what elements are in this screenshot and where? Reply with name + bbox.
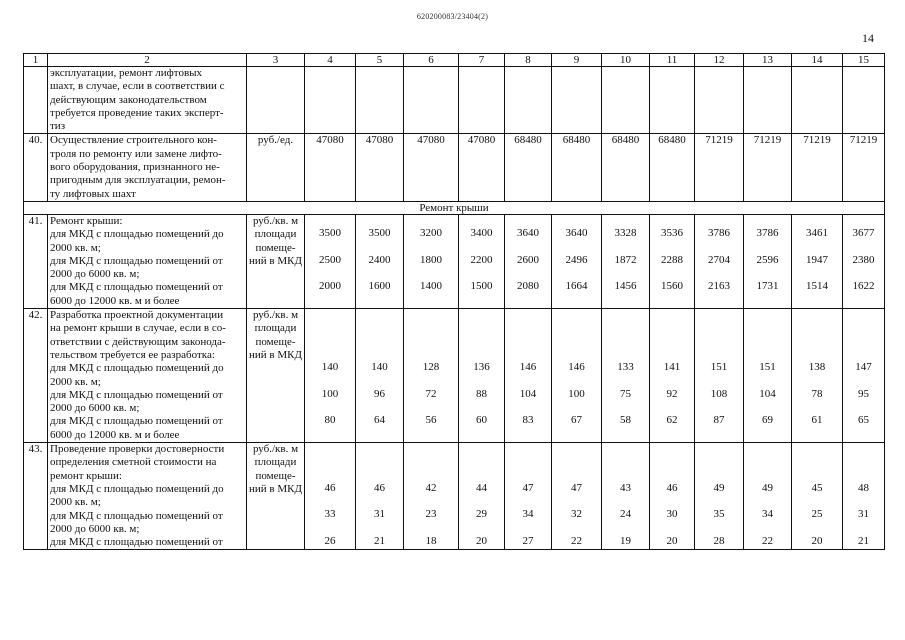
table-row-43 (24, 443, 885, 550)
value: 87 (713, 414, 725, 427)
cell-line: площади (254, 322, 297, 335)
value-cell (602, 309, 650, 443)
value: 100 (321, 387, 339, 400)
value: 1514 (806, 280, 828, 293)
value-cell (404, 309, 459, 443)
row-number: 43. (24, 443, 48, 550)
cell-line: действующим законодательством (50, 93, 207, 106)
value: 1400 (420, 280, 442, 293)
value: 151 (759, 360, 776, 373)
value: 61 (811, 414, 823, 427)
cell-line: вого оборудования, признанного не- (50, 161, 220, 174)
value: 88 (476, 387, 487, 400)
value: 56 (425, 414, 437, 427)
cell-line: ний в МКД (249, 254, 302, 267)
cell-line: на ремонт крыши в случае, если в со- (50, 322, 226, 335)
table-row-41 (24, 214, 885, 308)
cell-line: Ремонт крыши: (50, 214, 123, 227)
value-cell (356, 443, 404, 550)
value: 133 (617, 360, 634, 373)
value: 1664 (565, 280, 588, 293)
cell-line: ний в МКД (249, 348, 302, 361)
value-cell: 68480 (552, 134, 602, 201)
cell-line: тиз (50, 120, 66, 133)
value: 69 (762, 414, 773, 427)
value: 83 (522, 414, 534, 427)
value-cell (695, 214, 744, 308)
value: 92 (666, 387, 678, 400)
cell-line: руб./кв. м (252, 214, 299, 227)
unit-cell (247, 309, 305, 443)
value: 20 (666, 534, 678, 547)
value: 2496 (565, 253, 588, 266)
value: 3640 (517, 226, 539, 239)
value: 47 (522, 481, 534, 494)
value: 22 (571, 534, 582, 547)
value-cell (356, 214, 404, 308)
value: 35 (713, 508, 725, 521)
value: 2200 (470, 253, 493, 266)
cell-line: шахт, в случае, если в соответствии с (50, 80, 225, 93)
cell-line: 6000 до 12000 кв. м и более (50, 294, 180, 307)
value: 28 (713, 534, 725, 547)
value: 146 (568, 360, 585, 373)
value-cell (744, 309, 792, 443)
section-header-roof (24, 201, 885, 214)
value: 1947 (806, 253, 828, 266)
value: 46 (666, 481, 678, 494)
value: 47 (571, 481, 582, 494)
value: 2288 (661, 253, 683, 266)
value: 27 (522, 534, 534, 547)
unit-cell: руб./ед. (247, 134, 305, 201)
value-cell (459, 214, 505, 308)
cell-line: для МКД с площадью помещений до (50, 228, 224, 241)
value: 29 (476, 508, 487, 521)
value: 49 (713, 481, 725, 494)
value-cell (744, 214, 792, 308)
value: 30 (666, 508, 678, 521)
document-id: 620200083/23404(2) (416, 12, 489, 21)
column-number: 6 (404, 54, 459, 67)
cell-line: 2000 кв. м; (50, 241, 101, 254)
value-cell (459, 309, 505, 443)
page-number: 14 (862, 31, 874, 45)
column-number: 7 (459, 54, 505, 67)
value: 146 (519, 360, 537, 373)
value-cell: 68480 (602, 134, 650, 201)
value: 21 (858, 534, 869, 547)
value: 141 (663, 360, 681, 373)
value: 44 (476, 481, 487, 494)
value: 3677 (852, 226, 875, 239)
value: 138 (808, 360, 826, 373)
value: 2080 (517, 280, 539, 293)
value: 78 (811, 387, 823, 400)
cell-line: ту лифтовых шахт (50, 187, 136, 200)
row-description (48, 309, 247, 443)
value: 2400 (368, 253, 391, 266)
value-cell (552, 214, 602, 308)
value-cell (744, 443, 792, 550)
value-cell (552, 443, 602, 550)
value: 80 (324, 414, 336, 427)
section-title: Ремонт крыши (24, 201, 885, 214)
value-cell (505, 214, 552, 308)
tariff-table (23, 53, 885, 550)
cell-line: помеще- (255, 335, 296, 348)
value-cell: 47080 (305, 134, 356, 201)
column-number-header (24, 54, 885, 67)
value-cell: 47080 (404, 134, 459, 201)
value: 46 (324, 481, 336, 494)
cell-line: определения сметной стоимости на (50, 456, 217, 469)
value: 25 (811, 508, 823, 521)
unit-cell (247, 443, 305, 550)
value: 64 (374, 414, 385, 427)
value: 3640 (565, 226, 588, 239)
empty-cell (505, 67, 552, 134)
column-number: 10 (602, 54, 650, 67)
cell-line: 6000 до 12000 кв. м и более (50, 428, 180, 441)
value: 49 (762, 481, 773, 494)
value: 34 (762, 508, 773, 521)
value: 3500 (368, 226, 391, 239)
value: 65 (858, 414, 869, 427)
column-number: 8 (505, 54, 552, 67)
value: 1500 (470, 280, 493, 293)
value: 147 (855, 360, 872, 373)
value-cell: 68480 (505, 134, 552, 201)
value: 2380 (852, 253, 875, 266)
empty-cell (695, 67, 744, 134)
empty-cell (459, 67, 505, 134)
empty-cell (356, 67, 404, 134)
row-description (48, 214, 247, 308)
value: 31 (858, 508, 869, 521)
value: 19 (620, 534, 631, 547)
value: 75 (620, 387, 631, 400)
cell-line: 2000 до 6000 кв. м; (50, 402, 140, 415)
value: 1560 (661, 280, 683, 293)
cell-line: Проведение проверки достоверности (50, 443, 225, 456)
cell-line: ний в МКД (249, 482, 302, 495)
cell-line: Разработка проектной документации (50, 309, 224, 322)
value: 22 (762, 534, 773, 547)
value: 2000 (319, 280, 341, 293)
value: 1731 (756, 280, 779, 293)
empty-cell (305, 67, 356, 134)
value: 108 (710, 387, 728, 400)
column-number: 14 (792, 54, 843, 67)
value: 43 (620, 481, 631, 494)
cell-line: для МКД с площадью помещений от (50, 388, 223, 401)
column-number: 3 (247, 54, 305, 67)
cell-line: для МКД с площадью помещений от (50, 254, 223, 267)
column-number: 5 (356, 54, 404, 67)
unit-cell (247, 214, 305, 308)
value: 23 (425, 508, 437, 521)
value-cell (695, 309, 744, 443)
cell-line: руб./кв. м (252, 309, 299, 322)
cell-line: 2000 кв. м; (50, 375, 101, 388)
value: 42 (425, 481, 437, 494)
empty-cell (650, 67, 695, 134)
cell-line: площади (254, 228, 297, 241)
value: 32 (571, 508, 582, 521)
value: 34 (522, 508, 534, 521)
empty-cell (602, 67, 650, 134)
value-cell (843, 443, 885, 550)
value: 3400 (470, 226, 493, 239)
value: 136 (473, 360, 490, 373)
value: 48 (858, 481, 869, 494)
value-cell (356, 309, 404, 443)
value: 3328 (614, 226, 637, 239)
value-cell (650, 443, 695, 550)
value: 1622 (852, 280, 875, 293)
value: 140 (371, 360, 388, 373)
value-cell: 47080 (356, 134, 404, 201)
row-number: 42. (24, 309, 48, 443)
cell-line: пригодным для эксплуатации, ремон- (50, 174, 226, 187)
value-cell: 47080 (459, 134, 505, 201)
cell-line: для МКД с площадью помещений от (50, 509, 223, 522)
value: 104 (519, 387, 537, 400)
value: 20 (476, 534, 487, 547)
value: 3536 (661, 226, 683, 239)
value: 3500 (319, 226, 341, 239)
cell-line: требуется проведение таких эксперт- (50, 106, 224, 119)
value: 20 (811, 534, 823, 547)
cell-line: для МКД с площадью помещений до (50, 362, 224, 375)
value: 2596 (756, 253, 779, 266)
value: 1600 (368, 280, 391, 293)
value: 26 (324, 534, 336, 547)
row-description (48, 67, 247, 134)
cell-line: Осуществление строительного кон- (50, 134, 217, 147)
table-row-40 (24, 134, 885, 201)
value-cell (505, 443, 552, 550)
value-cell: 71219 (792, 134, 843, 201)
value: 128 (422, 360, 440, 373)
value-cell: 68480 (650, 134, 695, 201)
value: 58 (620, 414, 631, 427)
value: 18 (425, 534, 437, 547)
cell-line: троля по ремонту или замене лифто- (50, 147, 222, 160)
column-number: 11 (650, 54, 695, 67)
value: 46 (374, 481, 385, 494)
value: 2704 (708, 253, 730, 266)
value-cell (792, 309, 843, 443)
cell-line: для МКД с площадью помещений до (50, 482, 224, 495)
value-cell (404, 214, 459, 308)
value: 21 (374, 534, 385, 547)
column-number: 9 (552, 54, 602, 67)
value-cell: 71219 (843, 134, 885, 201)
value: 3786 (708, 226, 730, 239)
cell-line: тельством требуется ее разработка: (50, 348, 215, 361)
value-cell (602, 443, 650, 550)
value-cell (552, 309, 602, 443)
empty-cell (792, 67, 843, 134)
value-cell (792, 443, 843, 550)
value-cell (602, 214, 650, 308)
value: 95 (858, 387, 869, 400)
value-cell (505, 309, 552, 443)
empty-cell (744, 67, 792, 134)
row-number: 41. (24, 214, 48, 308)
cell-line: для МКД с площадью помещений от (50, 281, 223, 294)
empty-cell (552, 67, 602, 134)
value: 140 (321, 360, 339, 373)
value: 67 (571, 414, 582, 427)
table-row-42 (24, 309, 885, 443)
cell-line: 2000 до 6000 кв. м; (50, 522, 140, 535)
empty-cell (247, 67, 305, 134)
cell-line: эксплуатации, ремонт лифтовых (50, 67, 203, 79)
cell-line: ответствии с действующим законода- (50, 335, 226, 348)
value-cell (305, 214, 356, 308)
value-cell (650, 214, 695, 308)
value: 1872 (614, 253, 637, 266)
value: 2500 (319, 253, 341, 266)
column-number: 15 (843, 54, 885, 67)
cell-line: площади (254, 456, 297, 469)
value: 3200 (420, 226, 442, 239)
value-cell (843, 309, 885, 443)
row-number (24, 67, 48, 134)
cell-line: ремонт крыши: (50, 469, 122, 482)
column-number: 2 (48, 54, 247, 67)
value: 151 (710, 360, 728, 373)
value: 1456 (614, 280, 637, 293)
cell-line: руб./кв. м (252, 443, 299, 456)
value: 100 (568, 387, 585, 400)
cell-line: 2000 до 6000 кв. м; (50, 268, 140, 281)
value-cell (650, 309, 695, 443)
table-row-continuation (24, 67, 885, 134)
value: 1800 (420, 253, 442, 266)
row-description (48, 134, 247, 201)
empty-cell (843, 67, 885, 134)
cell-line: для МКД с площадью помещений от (50, 536, 223, 549)
row-description (48, 443, 247, 550)
value: 2600 (517, 253, 539, 266)
value: 62 (666, 414, 678, 427)
value: 45 (811, 481, 823, 494)
row-number: 40. (24, 134, 48, 201)
value-cell (459, 443, 505, 550)
value-cell (843, 214, 885, 308)
value-cell: 71219 (695, 134, 744, 201)
cell-line: помеще- (255, 241, 296, 254)
value: 60 (476, 414, 487, 427)
value: 3461 (806, 226, 828, 239)
value-cell (305, 443, 356, 550)
value: 72 (425, 387, 437, 400)
column-number: 13 (744, 54, 792, 67)
value: 33 (324, 508, 336, 521)
value-cell (404, 443, 459, 550)
value-cell (305, 309, 356, 443)
cell-line: помеще- (255, 469, 296, 482)
column-number: 1 (24, 54, 48, 67)
cell-line: для МКД с площадью помещений от (50, 415, 223, 428)
value-cell: 71219 (744, 134, 792, 201)
cell-line: 2000 кв. м; (50, 496, 101, 509)
value-cell (695, 443, 744, 550)
empty-cell (404, 67, 459, 134)
value: 2163 (708, 280, 730, 293)
value: 104 (759, 387, 776, 400)
column-number: 12 (695, 54, 744, 67)
value-cell (792, 214, 843, 308)
value: 24 (620, 508, 631, 521)
value: 96 (374, 387, 385, 400)
value: 3786 (756, 226, 779, 239)
value: 31 (374, 508, 385, 521)
column-number: 4 (305, 54, 356, 67)
